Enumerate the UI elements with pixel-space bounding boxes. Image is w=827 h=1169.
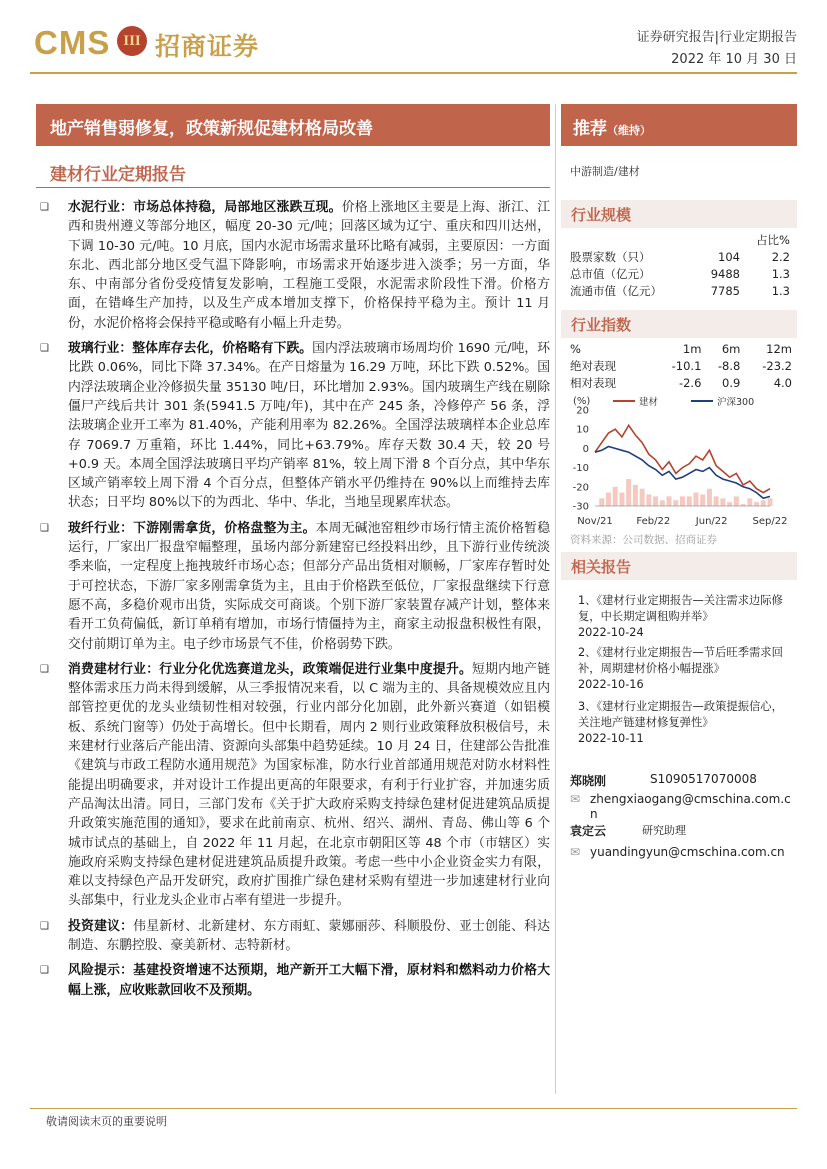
- y-tick-label: -20: [572, 482, 589, 494]
- index-chart: [565, 392, 795, 532]
- x-tick-label: Feb/22: [636, 516, 671, 527]
- table-row: 相对表现 -2.6 0.9 4.0: [570, 375, 792, 390]
- relative-bar: [700, 494, 705, 506]
- list-item: [40, 961, 550, 1000]
- relative-bar: [640, 489, 645, 506]
- bullet-icon: ❑: [40, 202, 49, 213]
- item-body: 本周无碱池窑粗纱市场行情主流价格暂稳运行，厂家出厂报盘窄幅整理，虽场内部分新建窑已经投料出纱，且下游行业传统淡季来临，一定程度上拖拽玻纤市场心态；但部分产品出货相对顺畅，厂家库存暂时处于可控状态，下游厂家多刚需拿货为主，且由于价格跌至低位，厂家报盘继续下行意愿不高，多稳价观市出货，实际成交可商谈。个别下游厂家装置存减产计划，整体来看开工负荷偏低，新订单稍有增加，市场行情僵持为主，商家主动报盘积极性有限，交付前期订单为主。电子纱市场景气不佳，价格弱势下跌。: [68, 520, 551, 652]
- bullet-icon: ❑: [40, 522, 49, 534]
- relative-bar: [606, 493, 611, 506]
- rating: [573, 114, 651, 139]
- item-heading: 玻纤行业：下游刚需拿货，价格盘整为主。: [68, 520, 316, 536]
- relative-bar: [687, 496, 692, 506]
- item-heading: 消费建材行业：行业分化优选赛道龙头，政策端促进行业集中度提升。: [68, 661, 473, 677]
- table-row: % 1m 6m 12m: [570, 341, 792, 356]
- bullet-icon: ❑: [40, 965, 49, 977]
- item-heading: 水泥行业：市场总体持稳，局部地区涨跌互现。: [68, 200, 342, 215]
- author-id: S1090517070008: [650, 772, 757, 786]
- relative-bar: [619, 493, 624, 506]
- legend-label: 建材: [639, 397, 659, 408]
- list-item: [40, 198, 550, 333]
- email-icon: ✉: [570, 792, 581, 806]
- relative-bar: [727, 502, 732, 506]
- email-icon: ✉: [570, 845, 581, 859]
- relative-bar: [714, 496, 719, 506]
- y-tick-label: 10: [576, 424, 589, 436]
- column-divider: [555, 104, 556, 1094]
- brand-name-cn: 招商证券: [155, 32, 260, 61]
- rating-sub: （维持）: [607, 124, 651, 137]
- y-tick-label: 0: [582, 443, 589, 455]
- brand-logo-text: CMS: [34, 24, 111, 61]
- item-body: 国内浮法玻璃市场周均价 1690 元/吨，环比跌 0.06%，同比下降 37.34%。在产日熔量为 16.29 万吨，环比下跌 0.52%。国内浮法玻璃企业冷修损失量 35130 吨/日，环比增加 2.93%。国内玻璃生产线在剔除僵尸产线后共计 301 条(5941.5 万吨/年)，其中在产 245 条，冷修停产 56 条，浮法玻璃企业开工率为 81.40%，产能利用率为 82.26%。全国浮法玻璃样本企业总库存 7069.7 万重箱，环比 1.44%，同比+63.79%。库存天数 30.4 天，较 20 号+0.9 天。本周全国浮法玻璃日平均产销率 81%，较上周下滑 8 个百分点，其中华东区域产销率较上周下滑 4 个百分点，但整体产销水平仍维持在 90%以上而维持去库状态；日平均 80%以下的为西北、华中、华北，当地呈现累库状态。: [68, 341, 551, 511]
- table-row: 流通市值（亿元） 7785 1.3: [570, 283, 790, 298]
- y-tick-label: 20: [576, 405, 589, 417]
- relative-bar: [613, 487, 618, 506]
- related-report[interactable]: 2、《建材行业定期报告—节后旺季需求回补，周期建材价格小幅提涨》 2022-10-16: [578, 646, 783, 691]
- list-item: [40, 519, 550, 654]
- scale-unit: 占比%: [756, 233, 790, 247]
- bullet-icon: ❑: [40, 920, 49, 932]
- relative-bar: [707, 489, 712, 506]
- relative-bar: [680, 496, 685, 506]
- x-tick-label: Sep/22: [752, 516, 788, 527]
- author-role: 研究助理: [642, 824, 686, 837]
- relative-bar: [646, 494, 651, 506]
- sector-label: 中游制造/建材: [570, 165, 640, 178]
- y-tick-label: -10: [572, 463, 589, 475]
- item-body: 价格上涨地区主要是上海、浙江、江西和贵州遵义等部分地区，幅度 20-30 元/吨；回落区域为辽宁、重庆和四川达州，下调 10-30 元/吨。10 月底，国内水泥市场需求量环比略有减弱，主要原因：一方面东北、西北部分地区受气温下降影响，市场需求开始逐步进入淡季；另一方面，华东、中南部分省份受疫情复发影响，工程施工受限，水泥需求阶段性下滑。价格方面，在错峰生产加持，以及生产成本增加支撑下，价格保持平稳为主。预计 11 月份，水泥价格将会保持平稳或略有小幅上升走势。: [68, 200, 551, 331]
- footer-divider: [30, 1108, 797, 1109]
- author-email[interactable]: yuandingyun@cmschina.com.cn: [590, 845, 785, 859]
- relative-bar: [693, 493, 698, 506]
- author-2: [570, 822, 795, 859]
- relative-bar: [734, 496, 739, 506]
- brand-emblem-icon: III: [117, 26, 147, 56]
- relative-bar: [754, 502, 759, 506]
- report-type: 证券研究报告|行业定期报告: [636, 30, 797, 45]
- report-date: 2022 年 10 月 30 日: [671, 52, 797, 67]
- relative-bar: [599, 498, 604, 506]
- table-row: 股票家数（只） 104 2.2: [570, 249, 790, 264]
- related-report[interactable]: 1、《建材行业定期报告—关注需求边际修复，中长期定调租购并举》 2022-10-24: [578, 594, 783, 639]
- author-1: [570, 772, 795, 822]
- item-body: 短期内地产链整体需求压力尚未得到缓解，从三季报情况来看，以 C 端为主的、具备规模效应且内部管控更优的龙头业绩韧性相对较强，行业内部分化加剧，此外新兴赛道（如铝模板、系统门窗等）仍处于高增长。但中长期看，周内 2 则行业政策释放积极信号，未来建材行业落后产能出清、资源向头部集中趋势延续。10 月 24 日，住建部公告批准《建筑与市政工程防水通用规范》为国家标准，防水行业首部通用规范对防水材料性能提出明确要求，并对设计工作提出更高的年限要求，有利于行业扩容，并加速劣质产品淘汰出清。同日，三部门发布《关于扩大政府采购支持绿色建材促进建筑品质提升政策实施范围的通知》，要求在此前南京、杭州、绍兴、湖州、青岛、佛山等 6 个城市试点的基础上，自 2022 年 11 月起，在北京市朝阳区等 48 个市（市辖区）实施政府采购支持绿色建材促进建筑品质提升政策。考虑一些中小企业资金实力有限，难以支持绿色产品开发研究，政府扩围推广绿色建材采购有望进一步加速建材行业向头部集中，行业龙头企业市占率有望进一步提升。: [68, 661, 551, 909]
- footer-note: 敬请阅读末页的重要说明: [46, 1115, 167, 1128]
- scale-table: [570, 232, 790, 299]
- relative-bar: [768, 498, 773, 506]
- report-title: 地产销售弱修复，政策新规促建材格局改善: [50, 119, 373, 139]
- y-axis-label: (%): [573, 396, 591, 407]
- relative-bar: [720, 498, 725, 506]
- series-line-hs300: [595, 447, 770, 499]
- item-body: 伟星新材、北新建材、东方雨虹、蒙娜丽莎、科顺股份、亚士创能、科达制造、东鹏控股、豪美新材、志特新材。: [68, 918, 551, 953]
- bullet-icon: ❑: [40, 343, 49, 355]
- relative-bar: [626, 479, 631, 506]
- series-line-jiancai: [595, 425, 770, 492]
- relative-bar: [633, 485, 638, 506]
- related-heading: 相关报告: [561, 552, 797, 580]
- table-row: 绝对表现 -10.1 -8.8 -23.2: [570, 358, 792, 373]
- relative-bar: [747, 498, 752, 506]
- list-item: [40, 339, 550, 513]
- index-heading: 行业指数: [561, 310, 797, 338]
- related-report[interactable]: 3、《建材行业定期报告—政策提振信心，关注地产链建材修复弹性》 2022-10-11: [578, 700, 783, 745]
- relative-bar: [667, 496, 672, 506]
- bullet-icon: ❑: [40, 663, 49, 675]
- table-row: 总市值（亿元） 9488 1.3: [570, 266, 790, 281]
- relative-bar: [653, 496, 658, 506]
- index-table: [570, 340, 792, 391]
- main-body: [40, 198, 550, 1006]
- subtitle-divider: [36, 187, 550, 188]
- relative-bar: [761, 500, 766, 506]
- x-tick-label: Nov/21: [577, 516, 613, 527]
- item-heading: 风险提示：基建投资增速不达预期，地产新开工大幅下滑，原材料和燃料动力价格大幅上涨，应收账款回收不及预期。: [68, 963, 550, 998]
- scale-heading: 行业规模: [561, 200, 797, 228]
- author-name: 郑晓刚: [570, 774, 607, 788]
- x-tick-label: Jun/22: [695, 516, 728, 527]
- item-heading: 玻璃行业：整体库存去化，价格略有下跌。: [68, 341, 313, 357]
- chart-source: 资料来源：公司数据、招商证券: [570, 534, 717, 546]
- relative-bar: [660, 500, 665, 506]
- list-item: [40, 660, 550, 911]
- relative-bar: [673, 500, 678, 506]
- y-tick-label: -30: [572, 501, 589, 513]
- author-email[interactable]: zhengxiaogang@cmschina.com.cn: [590, 792, 791, 821]
- rating-label: 推荐: [573, 119, 607, 139]
- author-name: 袁定云: [570, 824, 607, 838]
- list-item: [40, 917, 550, 956]
- report-subtitle: 建材行业定期报告: [50, 165, 186, 185]
- item-heading: 投资建议：: [68, 918, 134, 934]
- legend-label: 沪深300: [717, 397, 755, 408]
- header-divider: [30, 72, 797, 74]
